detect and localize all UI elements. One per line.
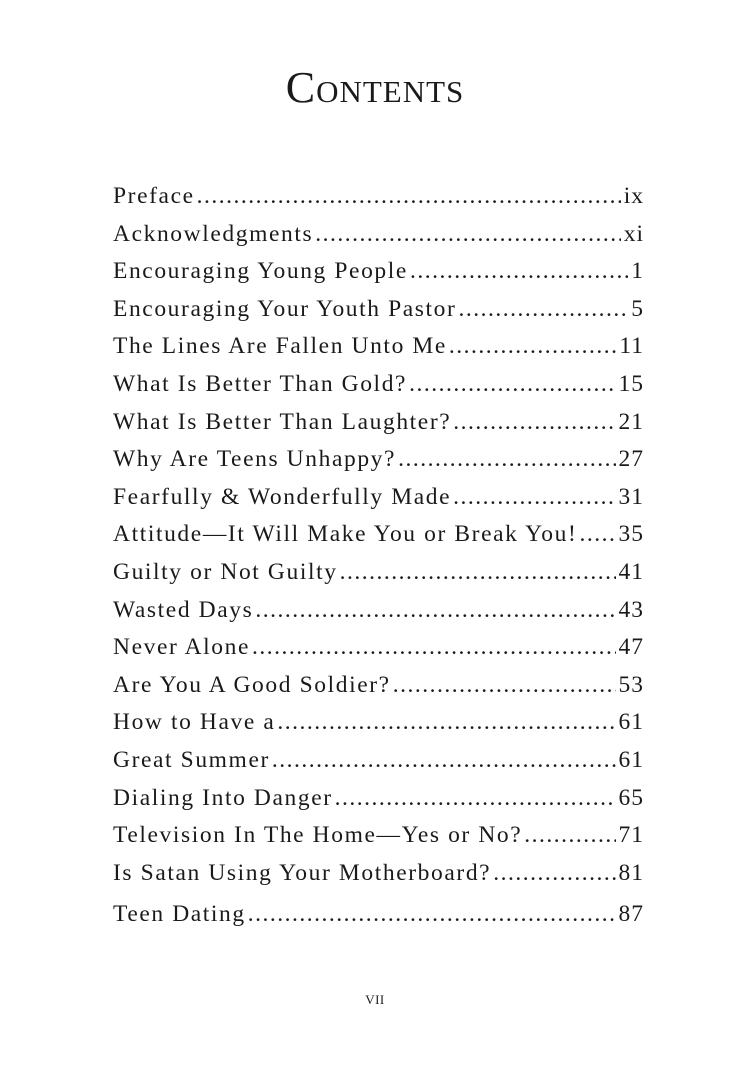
toc-entry-page: 35 [618,521,644,548]
toc-entry-title: Preface [113,183,195,209]
toc-entry [113,896,644,934]
toc-entry [113,554,644,592]
dot-leader [410,253,628,291]
toc-entry [113,516,644,554]
dot-leader [340,554,616,592]
dot-leader [277,704,615,742]
toc-entry [113,404,644,442]
dot-leader [252,629,615,667]
dot-leader [453,479,615,517]
dot-leader [248,896,616,934]
toc-entry-page: 47 [618,634,644,661]
toc-entry-page: 21 [618,408,644,435]
toc-entry-page: 87 [618,901,644,928]
toc-entry [113,742,644,780]
toc-entry-title: Is Satan Using Your Motherboard? [113,859,492,886]
toc-entry-title: Great Summer [113,746,270,773]
dot-leader [493,855,615,893]
toc-entry-page: 27 [618,446,644,473]
toc-entry-title: Why Are Teens Unhappy? [113,446,397,473]
page-title: Contents [285,63,465,112]
dot-leader [272,742,616,780]
toc-entry [113,441,644,479]
toc-entry-title: Wasted Days [113,596,254,623]
toc-entry-page: 53 [618,671,644,698]
toc-entry-page: 43 [618,596,644,623]
toc-entry-title: Guilty or Not Guilty [113,558,338,585]
toc-entry-page: 41 [618,558,644,585]
dot-leader [458,291,628,329]
toc-entry-page: 11 [619,333,644,360]
toc-entry-title: What Is Better Than Gold? [113,370,408,397]
toc-entry-title: Television In The Home—Yes or No? [113,822,523,849]
toc-entry-page: 65 [618,784,644,811]
toc-entry [113,253,644,291]
toc-entry-title: Acknowledgments [113,220,314,247]
toc-entry [113,216,644,254]
toc-entry-title: How to Have a [113,709,276,736]
toc-entry [113,780,644,818]
dot-leader [255,592,615,630]
toc-entry-title: Are You A Good Soldier? [113,671,391,698]
table-of-contents [113,178,644,934]
toc-entry-page: ix [623,183,644,209]
toc-entry-page: 61 [618,709,644,736]
page-number: VII [365,992,385,1007]
toc-entry-title: Teen Dating [113,901,246,928]
toc-entry [113,855,644,893]
dot-leader [393,667,616,705]
toc-entry [113,704,644,742]
toc-entry [113,592,644,630]
toc-entry [113,629,644,667]
toc-entry [113,817,644,855]
toc-entry [113,366,644,404]
toc-entry-title: Encouraging Your Youth Pastor [113,295,457,322]
toc-entry-page: 15 [618,370,644,397]
dot-leader [579,516,615,554]
toc-entry-title: Attitude—It Will Make You or Break You! [113,521,578,548]
toc-entry-title: Fearfully & Wonderfully Made [113,483,452,510]
toc-entry-title: Dialing Into Danger [113,784,333,811]
toc-entry-page: 81 [618,859,644,886]
toc-entry-page: xi [623,220,644,247]
toc-entry [113,479,644,517]
toc-entry-page: 1 [631,258,644,285]
dot-leader [197,178,621,216]
dot-leader [315,216,621,254]
toc-entry [113,178,644,216]
toc-entry-page: 71 [618,822,644,849]
dot-leader [335,780,616,818]
toc-entry-page: 5 [631,295,644,322]
toc-entry [113,291,644,329]
toc-entry-title: What Is Better Than Laughter? [113,408,452,435]
dot-leader [409,366,615,404]
toc-entry-title: The Lines Are Fallen Unto Me [113,333,447,360]
toc-entry-page: 31 [618,483,644,510]
dot-leader [449,328,616,366]
toc-entry-title: Never Alone [113,634,251,661]
toc-entry [113,328,644,366]
dot-leader [398,441,615,479]
dot-leader [453,404,615,442]
dot-leader [524,817,615,855]
toc-entry [113,667,644,705]
toc-entry-title: Encouraging Young People [113,258,408,285]
toc-entry-page: 61 [618,746,644,773]
